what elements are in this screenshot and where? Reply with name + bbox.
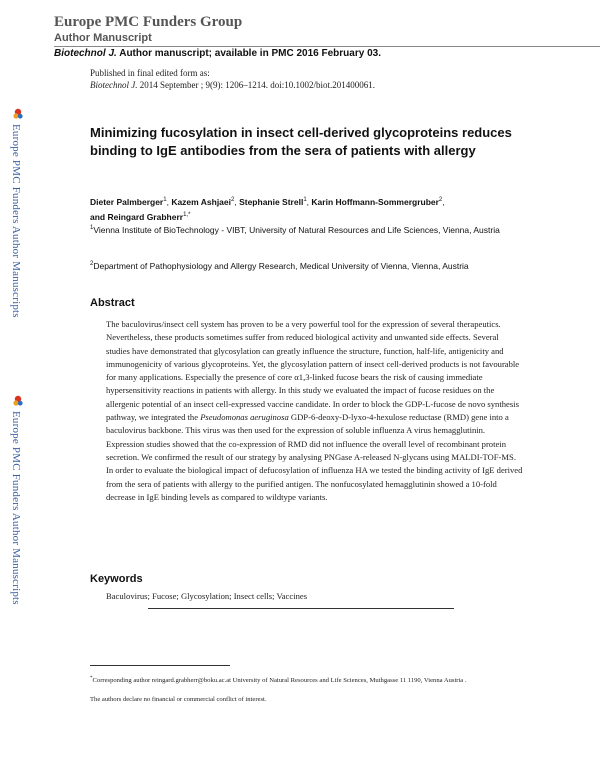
author-name: Karin Hoffmann-Sommergruber [311, 196, 439, 207]
author-affiliation-ref: 2 [231, 197, 235, 203]
header-citation [54, 48, 381, 59]
footnote-marker: * [90, 676, 93, 681]
author-conjunction: and [90, 211, 106, 222]
publication-details: 2014 September ; 9(9): 1206–1214. doi:10.1002/biot.201400061. [139, 80, 375, 90]
author-affiliation-ref: 2 [438, 197, 443, 203]
correspondence-text: Corresponding author reingard.grabherr@boku.ac.at University of Natural Resources and Life Sciences, Muthgasse 11 1190, Vienna Austria . [92, 677, 467, 685]
header-journal: Biotechnol J. [54, 48, 117, 59]
author-separator: , [306, 196, 312, 207]
affiliation [90, 258, 510, 272]
funders-header [54, 14, 574, 45]
sidebar-label: Europe PMC Funders Author Manuscripts [10, 124, 22, 318]
header-availability: Author manuscript; available in PMC 2016 February 03. [119, 48, 381, 59]
author-separator: , [442, 196, 445, 207]
correspondence-footnote [90, 674, 520, 686]
conflict-footnote: The authors declare no financial or commercial conflict of interest. [90, 696, 267, 703]
publication-journal: Biotechnol J. [90, 80, 138, 90]
author-list [90, 194, 530, 224]
affiliation-number: 1 [90, 225, 94, 231]
publication-info [90, 67, 375, 91]
published-in-label: Published in final edited form as: [90, 68, 210, 78]
sidebar-label: Europe PMC Funders Author Manuscripts [10, 411, 22, 605]
europe-pmc-logo-icon [12, 395, 24, 407]
header-divider [54, 46, 600, 47]
affiliation-text: Vienna Institute of BioTechnology - VIBT, University of Natural Resources and Life Sciences, Vienna, Austria [93, 224, 500, 235]
abstract-body [106, 318, 524, 504]
sidebar-watermark [6, 108, 32, 708]
abstract-text-part-1: The baculovirus/insect cell system has proven to be a very powerful tool for the expression of several therapeutics. Nevertheless, these products sometimes suffer from reduced biological activity and unwanted side effects. Several studies have demonstrated that glycosylation can greatly influence the structure, function, half-life, antigenicity and immunogenicity of various glycoproteins. Yet, the glycosylation pattern of insect cell-derived products is not favourable for many applications. Especially the presence of core α1,3-linked fucose bears the risk of causing immediate hypersensitivity reactions in patients with allergy. In this study we evaluated the impact of fucose residues on the allergenic potential of an insect cell-expressed vaccine candidate. In order to block the GDP-L-fucose de novo synthesis pathway, we integrated the [106, 319, 520, 423]
abstract-organism: Pseudomonas aeruginosa [200, 412, 289, 423]
abstract-heading: Abstract [90, 297, 135, 309]
affiliation-number: 2 [90, 261, 94, 267]
author-name: Reingard Grabherr [107, 211, 184, 222]
author-separator: , [166, 196, 172, 207]
author-name: Stephanie Strell [239, 196, 304, 207]
author-separator: , [234, 196, 240, 207]
funders-group-title: Europe PMC Funders Group [54, 14, 243, 30]
content-divider [148, 608, 454, 609]
author-affiliation-ref: 1 [163, 197, 167, 203]
footnote-divider [90, 665, 230, 666]
europe-pmc-logo-icon [12, 108, 24, 120]
affiliation [90, 222, 510, 236]
keywords-list: Baculovirus; Fucose; Glycosylation; Insect cells; Vaccines [106, 591, 308, 601]
author-affiliation-ref: 1 [303, 197, 307, 203]
publication-citation [90, 79, 375, 91]
article-title: Minimizing fucosylation in insect cell-derived glycoproteins reduces binding to IgE antibodies from the sera of patients with allergy [90, 125, 512, 158]
affiliation-text: Department of Pathophysiology and Allergy Research, Medical University of Vienna, Vienna, Austria [93, 260, 469, 271]
abstract-text-part-2: GDP-6-deoxy-D-lyxo-4-hexulose reductase (RMD) gene into a baculovirus backbone. This virus was then used for the expression of soluble influenza A virus hemagglutinin. Expression studies showed that the co-expression of RMD did not influence the overall level of recombinant protein secretion. We confirmed the result of our strategy by analysing PNGase A-released N-glycans using MALDI-TOF-MS. In order to evaluate the biological impact of defucosylation of influenza HA we tested the binding activity of IgE derived from the sera of patients with allergy to the purified antigen. The nonfucosylated hemagglutinin showed a 10-fold decrease in IgE binding levels as compared to wildtype variants. [106, 412, 523, 502]
keywords-heading: Keywords [90, 573, 143, 585]
author-name: Kazem Ashjaei [171, 196, 231, 207]
author-name: Dieter Palmberger [90, 196, 164, 207]
author-manuscript-label: Author Manuscript [54, 32, 152, 44]
author-affiliation-ref: 1,* [183, 211, 191, 218]
